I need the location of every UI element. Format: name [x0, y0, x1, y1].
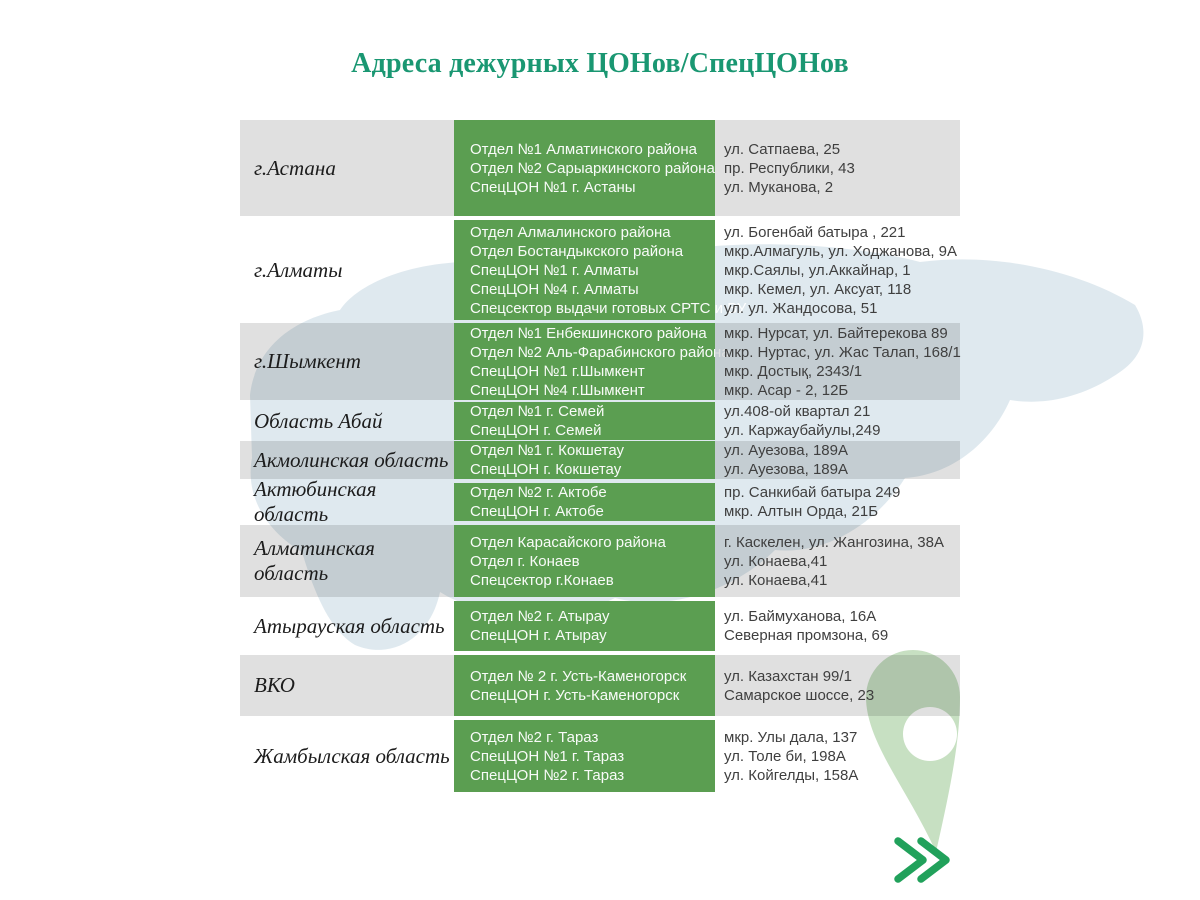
region-cell: [240, 655, 454, 716]
address-line: мкр. Улы дала, 137: [724, 728, 858, 746]
department-line: Отдел №1 г. Кокшетау: [470, 442, 625, 459]
department-line: СпецЦОН г. Усть-Каменогорск: [470, 686, 680, 704]
address-line: мкр. Асар - 2, 12Б: [724, 381, 849, 399]
department-cell: [454, 525, 715, 597]
region-cell: [240, 601, 454, 651]
department-cell: [454, 220, 747, 320]
department-line: Отдел Алмалинского района: [470, 223, 671, 241]
region-cell: [240, 120, 454, 216]
department-line: СпецЦОН №1 г. Тараз: [470, 747, 625, 765]
region-label: Жамбылская область: [254, 743, 450, 768]
address-line: ул. Муканова, 2: [724, 178, 834, 196]
department-line: СпецЦОН №4 г. Алматы: [470, 280, 639, 298]
department-line: Отдел Карасайского района: [470, 533, 666, 551]
department-cell: [454, 323, 730, 400]
address-line: г. Каскелен, ул. Жангозина, 38А: [724, 533, 944, 551]
region-label: Акмолинская область: [254, 447, 449, 472]
region-label: Область Абай: [254, 408, 383, 433]
address-cell: [715, 720, 960, 792]
region-cell: [240, 720, 454, 792]
address-line: мкр. Алтын Орда, 21Б: [724, 503, 879, 520]
address-line: ул. Каржаубайулы,249: [724, 422, 881, 439]
address-line: мкр. Нуртас, ул. Жас Талап, 168/1: [724, 343, 961, 361]
address-line: ул. ул. Жандосова, 51: [724, 299, 878, 317]
department-line: Отдел №2 г. Тараз: [470, 728, 599, 746]
department-line: Отдел №2 г. Атырау: [470, 608, 610, 625]
region-label: Актюбинская область: [254, 477, 377, 526]
table-row-group: [240, 720, 960, 792]
region-cell: [240, 441, 454, 479]
table-row-group: [240, 402, 960, 440]
department-cell: [454, 483, 715, 521]
region-label: г.Астана: [254, 155, 336, 180]
department-line: Отдел №2 Сарыаркинского района: [470, 159, 715, 177]
address-line: ул. Ауезова, 189А: [724, 461, 848, 478]
department-line: СпецЦОН №2 г. Тараз: [470, 766, 625, 784]
address-cell: [715, 120, 960, 216]
address-cell: [715, 323, 960, 400]
region-label: г.Шымкент: [254, 349, 361, 373]
address-cell: [715, 441, 960, 479]
department-line: Отдел №1 Енбекшинского района: [470, 324, 707, 342]
address-cell: [715, 601, 960, 651]
department-line: Спецсектор г.Конаев: [470, 571, 614, 589]
department-line: Отдел Бостандыкского района: [470, 242, 684, 260]
department-line: Отдел №2 Аль-Фарабинского района: [470, 343, 730, 361]
department-cell: [454, 720, 715, 792]
address-line: ул. Богенбай батыра , 221: [724, 223, 906, 241]
address-line: Северная промзона, 69: [724, 627, 889, 644]
address-cell: [715, 402, 960, 440]
department-cell: [454, 441, 715, 479]
address-line: ул. Ауезова, 189А: [724, 442, 848, 459]
region-label: Атырауская область: [254, 613, 445, 638]
department-line: СпецЦОН №1 г.Шымкент: [470, 362, 645, 380]
department-cell: [454, 655, 715, 716]
addresses-table: [240, 0, 960, 900]
address-cell: [715, 655, 960, 716]
address-line: мкр. Нурсат, ул. Байтерекова 89: [724, 324, 948, 342]
department-cell: [454, 601, 715, 651]
address-line: пр. Республики, 43: [724, 159, 855, 177]
table-row-group: [240, 220, 960, 320]
department-line: СпецЦОН №1 г. Алматы: [470, 261, 639, 279]
table-row-group: [240, 477, 960, 526]
address-line: ул. Койгелды, 158А: [724, 766, 859, 784]
address-cell: [715, 483, 960, 521]
address-line: ул. Казахстан 99/1: [724, 667, 852, 685]
region-cell: [240, 477, 454, 526]
department-line: Отдел г. Конаев: [470, 552, 580, 570]
department-line: СпецЦОН №4 г.Шымкент: [470, 381, 645, 399]
address-line: ул. Сатпаева, 25: [724, 140, 841, 158]
department-line: СпецЦОН г. Кокшетау: [470, 461, 622, 478]
address-line: ул. Конаева,41: [724, 571, 828, 589]
department-line: Отдел №2 г. Актобе: [470, 484, 607, 501]
address-cell: [715, 525, 960, 597]
department-line: Отдел №1 г. Семей: [470, 403, 605, 420]
region-label: Алматинская область: [254, 536, 375, 585]
address-line: мкр. Кемел, ул. Аксуат, 118: [724, 280, 912, 298]
region-label: г.Алматы: [254, 257, 343, 282]
department-line: Отдел № 2 г. Усть-Каменогорск: [470, 667, 687, 685]
table-row-group: [240, 601, 960, 651]
address-cell: [715, 220, 960, 320]
department-line: Спецсектор выдачи готовых СРТС и ВУ: [470, 299, 747, 317]
page-title: Адреса дежурных ЦОНов/СпецЦОНов: [351, 48, 849, 79]
region-cell: [240, 525, 454, 597]
table-row-group: [240, 441, 960, 479]
table-row-group: [240, 655, 960, 716]
region-cell: [240, 220, 454, 320]
department-line: СпецЦОН №1 г. Астаны: [470, 178, 636, 196]
address-line: Самарское шоссе, 23: [724, 686, 875, 704]
address-line: мкр.Алмагуль, ул. Ходжанова, 9А: [724, 242, 958, 260]
region-cell: [240, 323, 454, 400]
department-line: СпецЦОН г. Атырау: [470, 627, 607, 644]
table-row-group: [240, 323, 960, 400]
address-line: мкр.Саялы, ул.Аккайнар, 1: [724, 261, 911, 279]
address-line: ул. Конаева,41: [724, 552, 828, 570]
address-line: ул.408-ой квартал 21: [724, 403, 871, 420]
address-line: мкр. Достық, 2343/1: [724, 362, 863, 380]
table-row-group: [240, 525, 960, 597]
address-line: ул. Баймуханова, 16А: [724, 608, 877, 625]
address-line: ул. Толе би, 198А: [724, 747, 846, 765]
department-line: СпецЦОН г. Семей: [470, 422, 602, 439]
department-cell: [454, 120, 715, 216]
table-row-group: [240, 120, 960, 216]
department-line: СпецЦОН г. Актобе: [470, 503, 604, 520]
region-cell: [240, 402, 454, 440]
region-label: ВКО: [254, 673, 295, 697]
address-line: пр. Санкибай батыра 249: [724, 484, 901, 501]
department-line: Отдел №1 Алматинского района: [470, 140, 698, 158]
department-cell: [454, 402, 715, 440]
